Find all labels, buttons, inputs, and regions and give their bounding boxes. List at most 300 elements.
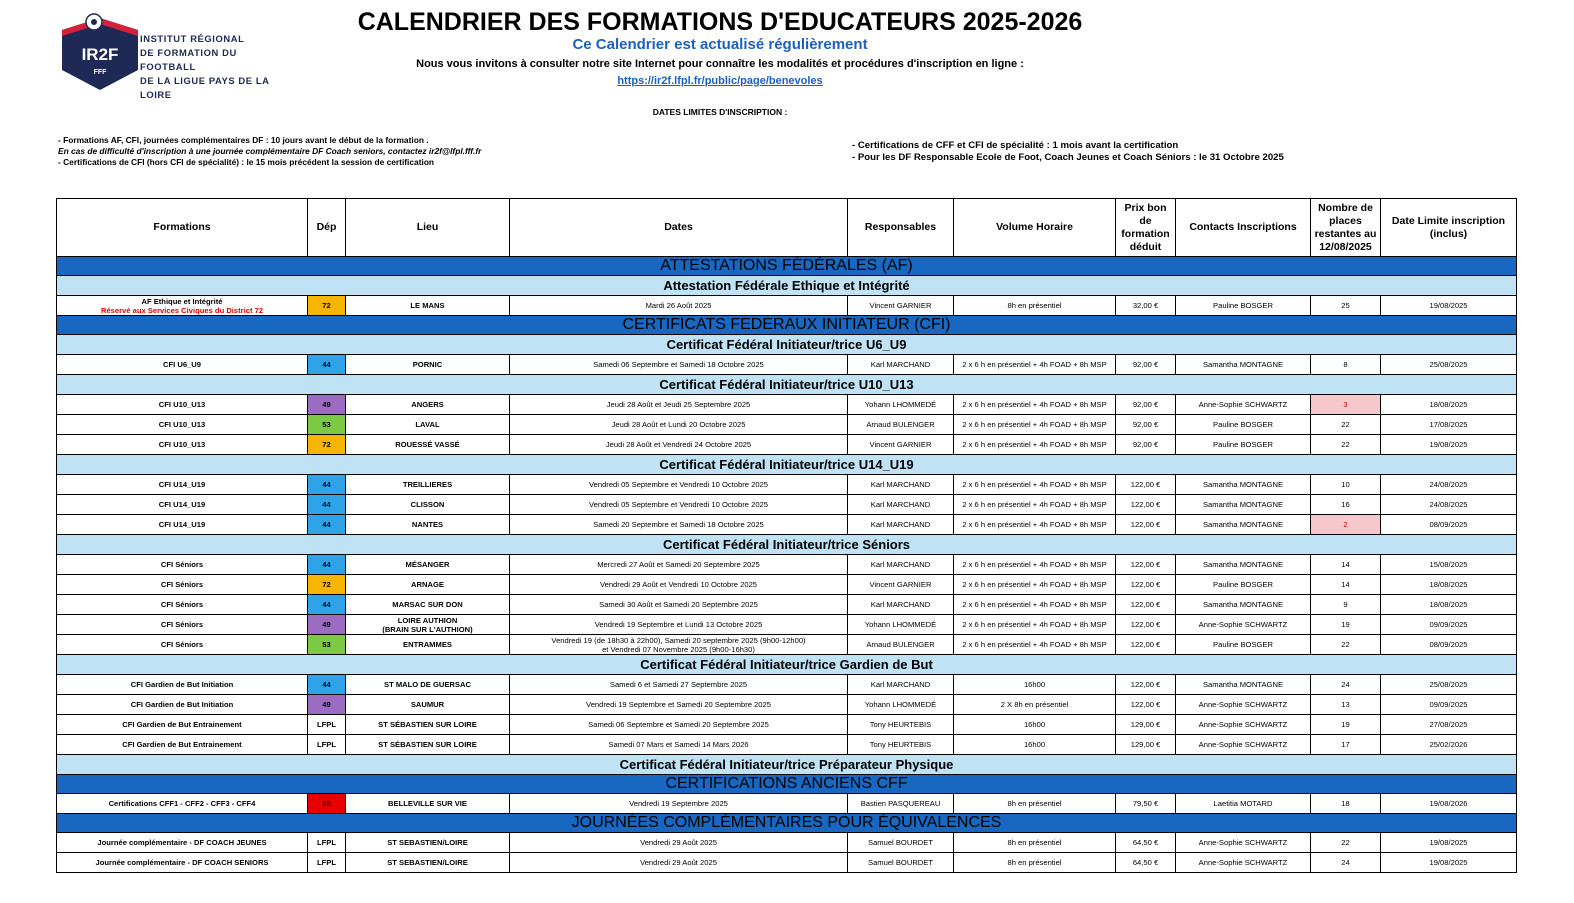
cell-lieu [346, 495, 510, 515]
cell-places: 2 [1311, 515, 1381, 535]
cell-places: 19 [1311, 615, 1381, 635]
formation-name: CFI Gardien de But Initiation [130, 680, 234, 689]
cell-limite: 19/08/2025 [1381, 296, 1517, 316]
subsection-header-row [57, 535, 1517, 555]
formation-name: CFI U14_U19 [158, 500, 206, 509]
cell-dates [510, 395, 848, 415]
cell-contact: Samantha MONTAGNE [1176, 675, 1311, 695]
cell-volume: 2 x 6 h en présentiel + 4h FOAD + 8h MSP [954, 435, 1116, 455]
cell-prix: 129,00 € [1116, 715, 1176, 735]
cell-limite: 25/08/2025 [1381, 355, 1517, 375]
cell-lieu [346, 675, 510, 695]
section-header-row [57, 814, 1517, 833]
cell-formation [57, 695, 308, 715]
cell-volume: 2 x 6 h en présentiel + 4h FOAD + 8h MSP [954, 395, 1116, 415]
notes-left [58, 135, 481, 168]
cell-places: 17 [1311, 735, 1381, 755]
table-row [57, 794, 1517, 814]
formation-name: Journée complémentaire - DF COACH JEUNES [97, 838, 267, 847]
cell-limite: 19/08/2026 [1381, 794, 1517, 814]
col-header-dates: Dates [510, 199, 848, 257]
cell-dep: 44 [308, 595, 346, 615]
cell-dep: 53 [308, 635, 346, 655]
cell-dep: 49 [308, 395, 346, 415]
formation-name: CFI U6_U9 [163, 360, 201, 369]
cell-formation [57, 675, 308, 695]
cell-responsable: Karl MARCHAND [848, 595, 954, 615]
cell-contact: Samantha MONTAGNE [1176, 355, 1311, 375]
cell-responsable: Karl MARCHAND [848, 355, 954, 375]
dates-text: Jeudi 28 Août et Lundi 20 Octobre 2025 [611, 420, 746, 429]
cell-dep: 72 [308, 435, 346, 455]
cell-places: 24 [1311, 675, 1381, 695]
cell-prix: 122,00 € [1116, 495, 1176, 515]
logo-text [140, 32, 288, 102]
subsection-header-row [57, 655, 1517, 675]
lieu-name: SAUMUR [410, 700, 445, 709]
cell-prix: 122,00 € [1116, 615, 1176, 635]
cell-formation [57, 595, 308, 615]
cell-prix: 122,00 € [1116, 695, 1176, 715]
cell-dep: 44 [308, 355, 346, 375]
dates-text: Samedi 06 Septembre et Samedi 18 Octobre 2025 [593, 360, 764, 369]
cell-volume: 2 x 6 h en présentiel + 4h FOAD + 8h MSP [954, 635, 1116, 655]
cell-volume: 8h en présentiel [954, 794, 1116, 814]
cell-responsable: Arnaud BULENGER [848, 635, 954, 655]
cell-limite: 18/08/2025 [1381, 575, 1517, 595]
ir2f-logo [58, 12, 288, 100]
cell-limite: 24/08/2025 [1381, 495, 1517, 515]
formation-name: CFI Gardien de But Initiation [130, 700, 234, 709]
cell-formation [57, 575, 308, 595]
cell-places: 9 [1311, 595, 1381, 615]
cell-places: 22 [1311, 435, 1381, 455]
cell-volume: 2 x 6 h en présentiel + 4h FOAD + 8h MSP [954, 575, 1116, 595]
cell-responsable: Vincent GARNIER [848, 575, 954, 595]
note-line: En cas de difficulté d'inscription à une journée complémentaire DF Coach seniors, contactez ir2f@lfpl.fff.fr [58, 146, 482, 156]
cell-responsable: Samuel BOURDET [848, 853, 954, 873]
cell-lieu [346, 635, 510, 655]
cell-dates [510, 794, 848, 814]
cell-limite: 09/09/2025 [1381, 615, 1517, 635]
cell-formation [57, 515, 308, 535]
formation-name: Journée complémentaire - DF COACH SENIORS [95, 858, 269, 867]
cell-dep: LFPL [308, 735, 346, 755]
formation-name: CFI Gardien de But Entrainement [122, 720, 242, 729]
cell-contact: Anne-Sophie SCHWARTZ [1176, 735, 1311, 755]
cell-volume: 2 x 6 h en présentiel + 4h FOAD + 8h MSP [954, 595, 1116, 615]
formation-name: CFI Séniors [160, 580, 204, 589]
cell-prix: 122,00 € [1116, 635, 1176, 655]
cell-volume: 16h00 [954, 675, 1116, 695]
table-row [57, 555, 1517, 575]
cell-limite: 25/08/2025 [1381, 675, 1517, 695]
cell-contact: Pauline BOSGER [1176, 575, 1311, 595]
dates-text: Vendredi 05 Septembre et Vendredi 10 Octobre 2025 [588, 480, 768, 489]
cell-contact: Pauline BOSGER [1176, 635, 1311, 655]
cell-dates [510, 355, 848, 375]
dates-text: Vendredi 05 Septembre et Vendredi 10 Octobre 2025 [588, 500, 768, 509]
cell-prix: 92,00 € [1116, 435, 1176, 455]
lieu-name: BELLEVILLE SUR VIE [388, 799, 467, 808]
cell-responsable: Yohann LHOMMEDÉ [848, 395, 954, 415]
lieu-name: NANTES [411, 520, 444, 529]
cell-dates [510, 715, 848, 735]
cell-volume: 2 x 6 h en présentiel + 4h FOAD + 8h MSP [954, 355, 1116, 375]
cell-responsable: Tony HEURTEBIS [848, 735, 954, 755]
subsection-title: Attestation Fédérale Ethique et Intégrité [57, 276, 1517, 296]
cell-responsable: Karl MARCHAND [848, 515, 954, 535]
cell-places: 25 [1311, 296, 1381, 316]
cell-volume: 2 x 6 h en présentiel + 4h FOAD + 8h MSP [954, 615, 1116, 635]
cell-dates [510, 695, 848, 715]
lieu-name: ANGERS [411, 400, 444, 409]
subsection-header-row [57, 455, 1517, 475]
table-row [57, 853, 1517, 873]
cell-dates [510, 555, 848, 575]
cell-dates [510, 615, 848, 635]
lieu-name: ST SEBASTIEN/LOIRE [387, 858, 468, 867]
lieu-name: ST MALO DE GUERSAC [384, 680, 471, 689]
cell-dates [510, 595, 848, 615]
cell-contact: Anne-Sophie SCHWARTZ [1176, 715, 1311, 735]
cell-prix: 122,00 € [1116, 515, 1176, 535]
logo-line: INSTITUT RÉGIONAL [140, 33, 245, 44]
cell-volume: 2 x 6 h en présentiel + 4h FOAD + 8h MSP [954, 475, 1116, 495]
cell-prix: 122,00 € [1116, 595, 1176, 615]
table-row [57, 355, 1517, 375]
cell-formation [57, 794, 308, 814]
cell-dep: 44 [308, 495, 346, 515]
table-row [57, 575, 1517, 595]
dates-text: Vendredi 29 Août 2025 [640, 858, 717, 867]
cell-limite: 19/08/2025 [1381, 853, 1517, 873]
cell-lieu [346, 735, 510, 755]
cell-lieu [346, 595, 510, 615]
cell-contact: Anne-Sophie SCHWARTZ [1176, 833, 1311, 853]
cell-responsable: Samuel BOURDET [848, 833, 954, 853]
lieu-name: LE MANS [410, 301, 445, 310]
cell-limite: 08/09/2025 [1381, 515, 1517, 535]
cell-dates [510, 635, 848, 655]
cell-responsable: Vincent GARNIER [848, 435, 954, 455]
cell-prix: 122,00 € [1116, 575, 1176, 595]
dates-text: Jeudi 28 Août et Vendredi 24 Octobre 2025 [605, 440, 752, 449]
cell-limite: 09/09/2025 [1381, 695, 1517, 715]
lieu-name: LOIRE AUTHION [397, 615, 458, 625]
cell-dep: 44 [308, 475, 346, 495]
page-subtitle: Ce Calendrier est actualisé régulièrement [572, 36, 868, 53]
lieu-name: ENTRAMMES [403, 640, 452, 649]
cell-formation [57, 555, 308, 575]
col-header-places: Nombre de places restantes au 12/08/2025 [1311, 199, 1381, 257]
cell-dep: 49 [308, 615, 346, 635]
cell-lieu [346, 355, 510, 375]
dates-limit-label: DATES LIMITES D'INSCRIPTION : [652, 107, 788, 117]
cell-lieu [346, 435, 510, 455]
dates-text: Vendredi 29 Août et Vendredi 10 Octobre 2025 [599, 580, 758, 589]
cell-limite: 17/08/2025 [1381, 415, 1517, 435]
cell-responsable: Karl MARCHAND [848, 675, 954, 695]
dates-text: Samedi 30 Août et Samedi 20 Septembre 2025 [599, 600, 758, 609]
invite-text: Nous vous invitons à consulter notre site Internet pour connaître les modalités et procédures d'inscription en ligne : [416, 58, 1024, 70]
cell-dep: LFPL [308, 715, 346, 735]
dates-text: Vendredi 19 Septembre et Samedi 20 Septembre 2025 [586, 700, 771, 709]
table-row [57, 515, 1517, 535]
table-row [57, 296, 1517, 316]
cell-dates [510, 853, 848, 873]
cell-dep: LFPL [308, 833, 346, 853]
cell-prix: 122,00 € [1116, 675, 1176, 695]
table-row [57, 833, 1517, 853]
dates-text: Samedi 6 et Samedi 27 Septembre 2025 [609, 680, 748, 689]
cell-dates [510, 833, 848, 853]
cell-lieu [346, 794, 510, 814]
lieu-name: ROUESSÉ VASSÉ [395, 440, 460, 449]
subsection-title: Certificat Fédéral Initiateur/trice U6_U9 [57, 335, 1517, 355]
formation-name: CFI Séniors [160, 600, 204, 609]
cell-prix: 92,00 € [1116, 415, 1176, 435]
cell-dates [510, 435, 848, 455]
table-row [57, 615, 1517, 635]
logo-badge-sub: FFF [93, 69, 107, 76]
subsection-header-row [57, 375, 1517, 395]
cell-lieu [346, 615, 510, 635]
subsection-header-row [57, 335, 1517, 355]
section-header-row [57, 775, 1517, 794]
col-header-limite: Date Limite inscription (inclus) [1381, 199, 1517, 257]
cell-responsable: Yohann LHOMMEDÉ [848, 615, 954, 635]
cell-formation [57, 833, 308, 853]
note-line: - Certifications de CFF et CFI de spécialité : 1 mois avant la certification [852, 140, 1179, 151]
lieu-name: LAVAL [415, 420, 440, 429]
dates-text: Mardi 26 Août 2025 [645, 301, 712, 310]
cell-dates [510, 515, 848, 535]
cell-formation [57, 296, 308, 316]
cell-dep: 44 [308, 675, 346, 695]
dates-text: Mercredi 27 Août et Samedi 20 Septembre 2025 [597, 560, 760, 569]
lieu-name: ARNAGE [411, 580, 444, 589]
lieu-name: PORNIC [412, 360, 443, 369]
lieu-name: CLISSON [410, 500, 445, 509]
cell-dep: 72 [308, 296, 346, 316]
cell-formation [57, 615, 308, 635]
cell-volume: 8h en présentiel [954, 853, 1116, 873]
cell-places: 8 [1311, 355, 1381, 375]
cell-formation [57, 415, 308, 435]
registration-link[interactable]: https://ir2f.lfpl.fr/public/page/benevoles [617, 75, 823, 87]
col-header-dep: Dép [308, 199, 346, 257]
cell-contact: Samantha MONTAGNE [1176, 475, 1311, 495]
cell-dates [510, 415, 848, 435]
cell-formation [57, 715, 308, 735]
cell-lieu [346, 833, 510, 853]
cell-formation [57, 395, 308, 415]
cell-formation [57, 495, 308, 515]
cell-limite: 24/08/2025 [1381, 475, 1517, 495]
cell-dates [510, 296, 848, 316]
cell-lieu [346, 395, 510, 415]
cell-places: 3 [1311, 395, 1381, 415]
subsection-title: Certificat Fédéral Initiateur/trice Gardien de But [57, 655, 1517, 675]
formation-name: Certifications CFF1 - CFF2 - CFF3 - CFF4 [108, 799, 256, 808]
lieu-detail: (BRAIN SUR L'AUTHION) [382, 624, 473, 634]
lieu-name: ST SEBASTIEN/LOIRE [387, 838, 468, 847]
logo-badge-text: IR2F [81, 45, 119, 64]
cell-responsable: Tony HEURTEBIS [848, 715, 954, 735]
cell-volume: 2 x 6 h en présentiel + 4h FOAD + 8h MSP [954, 515, 1116, 535]
cell-limite: 27/08/2025 [1381, 715, 1517, 735]
cell-places: 14 [1311, 555, 1381, 575]
formation-name: CFI U10_U13 [158, 420, 206, 429]
cell-prix: 129,00 € [1116, 735, 1176, 755]
cell-responsable: Vincent GARNIER [848, 296, 954, 316]
subsection-title: Certificat Fédéral Initiateur/trice Préparateur Physique [57, 755, 1517, 775]
cell-contact: Samantha MONTAGNE [1176, 495, 1311, 515]
col-header-contacts: Contacts Inscriptions [1176, 199, 1311, 257]
notes-right [852, 140, 1284, 164]
formation-name: CFI Séniors [160, 640, 204, 649]
cell-limite: 25/02/2026 [1381, 735, 1517, 755]
section-title: JOURNÉES COMPLÉMENTAIRES POUR ÉQUIVALENCES [57, 814, 1517, 833]
col-header-responsables: Responsables [848, 199, 954, 257]
cell-responsable: Bastien PASQUEREAU [848, 794, 954, 814]
cell-lieu [346, 575, 510, 595]
table-header-row [57, 199, 1517, 257]
cell-volume: 8h en présentiel [954, 296, 1116, 316]
cell-dep: 72 [308, 575, 346, 595]
formation-name: CFI U10_U13 [158, 440, 206, 449]
cell-prix: 64,50 € [1116, 853, 1176, 873]
col-header-volume: Volume Horaire [954, 199, 1116, 257]
cell-prix: 92,00 € [1116, 395, 1176, 415]
dates-text: Samedi 06 Septembre et Samedi 20 Septembre 2025 [588, 720, 769, 729]
table-row [57, 715, 1517, 735]
lieu-name: TREILLIERES [402, 480, 453, 489]
table-row [57, 435, 1517, 455]
cell-responsable: Arnaud BULENGER [848, 415, 954, 435]
cell-dep: 85 [308, 794, 346, 814]
ir2f-shield-icon [58, 12, 142, 92]
cell-responsable: Karl MARCHAND [848, 555, 954, 575]
cell-formation [57, 435, 308, 455]
cell-contact: Anne-Sophie SCHWARTZ [1176, 695, 1311, 715]
cell-dep: 49 [308, 695, 346, 715]
cell-prix: 122,00 € [1116, 555, 1176, 575]
cell-dep: LFPL [308, 853, 346, 873]
cell-formation [57, 475, 308, 495]
cell-volume: 2 X 8h en présentiel [954, 695, 1116, 715]
section-title: CERTIFICATS FEDERAUX INITIATEUR (CFI) [57, 316, 1517, 335]
dates-text: Vendredi 19 Septembre et Lundi 13 Octobre 2025 [594, 620, 763, 629]
page-title: CALENDRIER DES FORMATIONS D'EDUCATEURS 2025-2026 [357, 8, 1083, 36]
cell-volume: 8h en présentiel [954, 833, 1116, 853]
dates-text: Jeudi 28 Août et Jeudi 25 Septembre 2025 [606, 400, 751, 409]
table-row [57, 735, 1517, 755]
lieu-name: ST SÉBASTIEN SUR LOIRE [378, 720, 477, 729]
subsection-header-row [57, 755, 1517, 775]
cell-contact: Anne-Sophie SCHWARTZ [1176, 395, 1311, 415]
cell-places: 24 [1311, 853, 1381, 873]
cell-formation [57, 355, 308, 375]
subsection-title: Certificat Fédéral Initiateur/trice Séniors [57, 535, 1517, 555]
cell-dates [510, 575, 848, 595]
cell-contact: Anne-Sophie SCHWARTZ [1176, 853, 1311, 873]
cell-lieu [346, 853, 510, 873]
cell-limite: 15/08/2025 [1381, 555, 1517, 575]
cell-dep: 53 [308, 415, 346, 435]
table-row [57, 635, 1517, 655]
cell-formation [57, 635, 308, 655]
dates-text: Vendredi 29 Août 2025 [640, 838, 717, 847]
cell-dates [510, 495, 848, 515]
formation-name: CFI U14_U19 [158, 520, 206, 529]
lieu-name: ST SÉBASTIEN SUR LOIRE [378, 740, 477, 749]
cell-limite: 19/08/2025 [1381, 833, 1517, 853]
cell-lieu [346, 695, 510, 715]
note-line: - Formations AF, CFI, journées complémentaires DF : 10 jours avant le début de la formation . [58, 135, 429, 145]
cell-places: 18 [1311, 794, 1381, 814]
formation-name: CFI Séniors [160, 620, 204, 629]
dates-text-continued: et Vendredi 07 Novembre 2025 (9h00-16h30) [602, 644, 755, 654]
cell-contact: Pauline BOSGER [1176, 296, 1311, 316]
cell-responsable: Karl MARCHAND [848, 475, 954, 495]
cell-lieu [346, 555, 510, 575]
dates-text: Vendredi 19 Septembre 2025 [629, 799, 728, 808]
cell-prix: 79,50 € [1116, 794, 1176, 814]
subsection-title: Certificat Fédéral Initiateur/trice U14_U19 [57, 455, 1517, 475]
cell-places: 16 [1311, 495, 1381, 515]
dates-text: Samedi 20 Septembre et Samedi 18 Octobre 2025 [593, 520, 764, 529]
logo-line: DE FORMATION DU FOOTBALL [140, 47, 237, 72]
cell-prix: 92,00 € [1116, 355, 1176, 375]
cell-lieu [346, 296, 510, 316]
cell-lieu [346, 415, 510, 435]
cell-dates [510, 475, 848, 495]
cell-formation [57, 735, 308, 755]
cell-volume: 2 x 6 h en présentiel + 4h FOAD + 8h MSP [954, 555, 1116, 575]
formation-name: AF Ethique et Intégrité [141, 296, 223, 306]
cell-prix: 32,00 € [1116, 296, 1176, 316]
cell-volume: 2 x 6 h en présentiel + 4h FOAD + 8h MSP [954, 415, 1116, 435]
lieu-name: MÉSANGER [405, 560, 450, 569]
cell-contact: Laetitia MOTARD [1176, 794, 1311, 814]
cell-responsable: Yohann LHOMMEDÉ [848, 695, 954, 715]
cell-prix: 122,00 € [1116, 475, 1176, 495]
cell-places: 22 [1311, 635, 1381, 655]
cell-places: 22 [1311, 415, 1381, 435]
subsection-title: Certificat Fédéral Initiateur/trice U10_U13 [57, 375, 1517, 395]
cell-contact: Anne-Sophie SCHWARTZ [1176, 615, 1311, 635]
cell-lieu [346, 715, 510, 735]
cell-dates [510, 675, 848, 695]
formation-name: CFI Gardien de But Entrainement [122, 740, 242, 749]
dates-text: Vendredi 19 (de 18h30 à 22h00), Samedi 20 septembre 2025 (9h00-12h00) [551, 635, 806, 645]
section-header-row [57, 257, 1517, 276]
cell-places: 14 [1311, 575, 1381, 595]
col-header-formations: Formations [57, 199, 308, 257]
cell-places: 19 [1311, 715, 1381, 735]
dates-text: Samedi 07 Mars et Samedi 14 Mars 2026 [608, 740, 749, 749]
cell-dep: 44 [308, 555, 346, 575]
subsection-header-row [57, 276, 1517, 296]
formation-name: CFI U14_U19 [158, 480, 206, 489]
cell-formation [57, 853, 308, 873]
table-row [57, 595, 1517, 615]
cell-responsable: Karl MARCHAND [848, 495, 954, 515]
cell-volume: 2 x 6 h en présentiel + 4h FOAD + 8h MSP [954, 495, 1116, 515]
col-header-prix: Prix bon de formation déduit [1116, 199, 1176, 257]
